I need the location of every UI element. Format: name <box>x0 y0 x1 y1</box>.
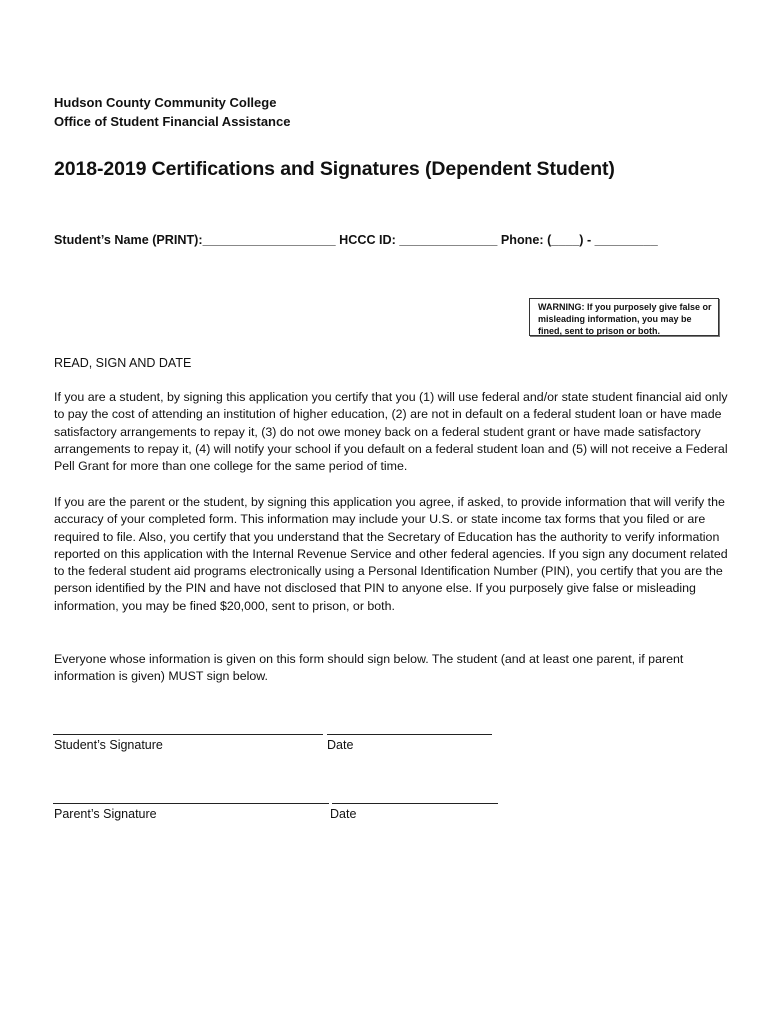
student-info-row <box>54 233 658 247</box>
warning-box: WARNING: If you purposely give false or misleading information, you may be fined, sent to prison or both. <box>529 298 719 336</box>
hccc-id-label: HCCC ID: <box>339 233 396 247</box>
parent-signature-label: Parent’s Signature <box>54 807 157 821</box>
institution-name: Hudson County Community College <box>54 95 277 110</box>
hccc-id-field[interactable]: ______________ <box>399 233 498 247</box>
signature-instruction-paragraph: Everyone whose information is given on this form should sign below. The student (and at least one parent, if parent information is given) MUST sign below. <box>54 652 684 684</box>
page-title: 2018-2019 Certifications and Signatures (Dependent Student) <box>54 158 615 180</box>
student-date-line[interactable] <box>327 734 492 735</box>
parent-date-label: Date <box>330 807 357 821</box>
student-name-field[interactable]: ___________________ <box>202 233 336 247</box>
section-heading: READ, SIGN AND DATE <box>54 356 192 370</box>
student-date-label: Date <box>327 738 354 752</box>
parent-signature-line[interactable] <box>53 803 329 804</box>
parent-student-agreement-paragraph: If you are the parent or the student, by signing this application you agree, if asked, to provide information that will verify the accuracy of your completed form. This information may include your U.S. or state income tax forms that you filed or are required to file. Also, you certify that you understand that the Secretary of Education has the authority to verify information reported on this application with the Internal Revenue Service and other federal agencies. If you sign any document related to the federal student aid programs electronically using a Personal Identification Number (PIN), you certify that you are the person identified by the PIN and have not disclosed that PIN to anyone else. If you purposely give false or misleading information, you may be fined $20,000, sent to prison, or both. <box>54 495 728 613</box>
student-signature-label: Student’s Signature <box>54 738 163 752</box>
student-signature-line[interactable] <box>53 734 323 735</box>
student-name-label: Student’s Name (PRINT): <box>54 233 203 247</box>
office-name: Office of Student Financial Assistance <box>54 114 291 129</box>
phone-field[interactable]: Phone: (____) - _________ <box>500 233 658 247</box>
parent-date-line[interactable] <box>332 803 498 804</box>
student-certification-paragraph: If you are a student, by signing this application you certify that you (1) will use federal and/or state student financial aid only to pay the cost of attending an institution of higher education, (2) are not in default on a federal student loan or have made satisfactory arrangements to repay it, (3) do not owe money back on a federal student grant or have made satisfactory arrangements to repay it, (4) will notify your school if you default on a federal student loan and (5) will not receive a Federal Pell Grant for more than one college for the same period of time. <box>54 390 728 474</box>
